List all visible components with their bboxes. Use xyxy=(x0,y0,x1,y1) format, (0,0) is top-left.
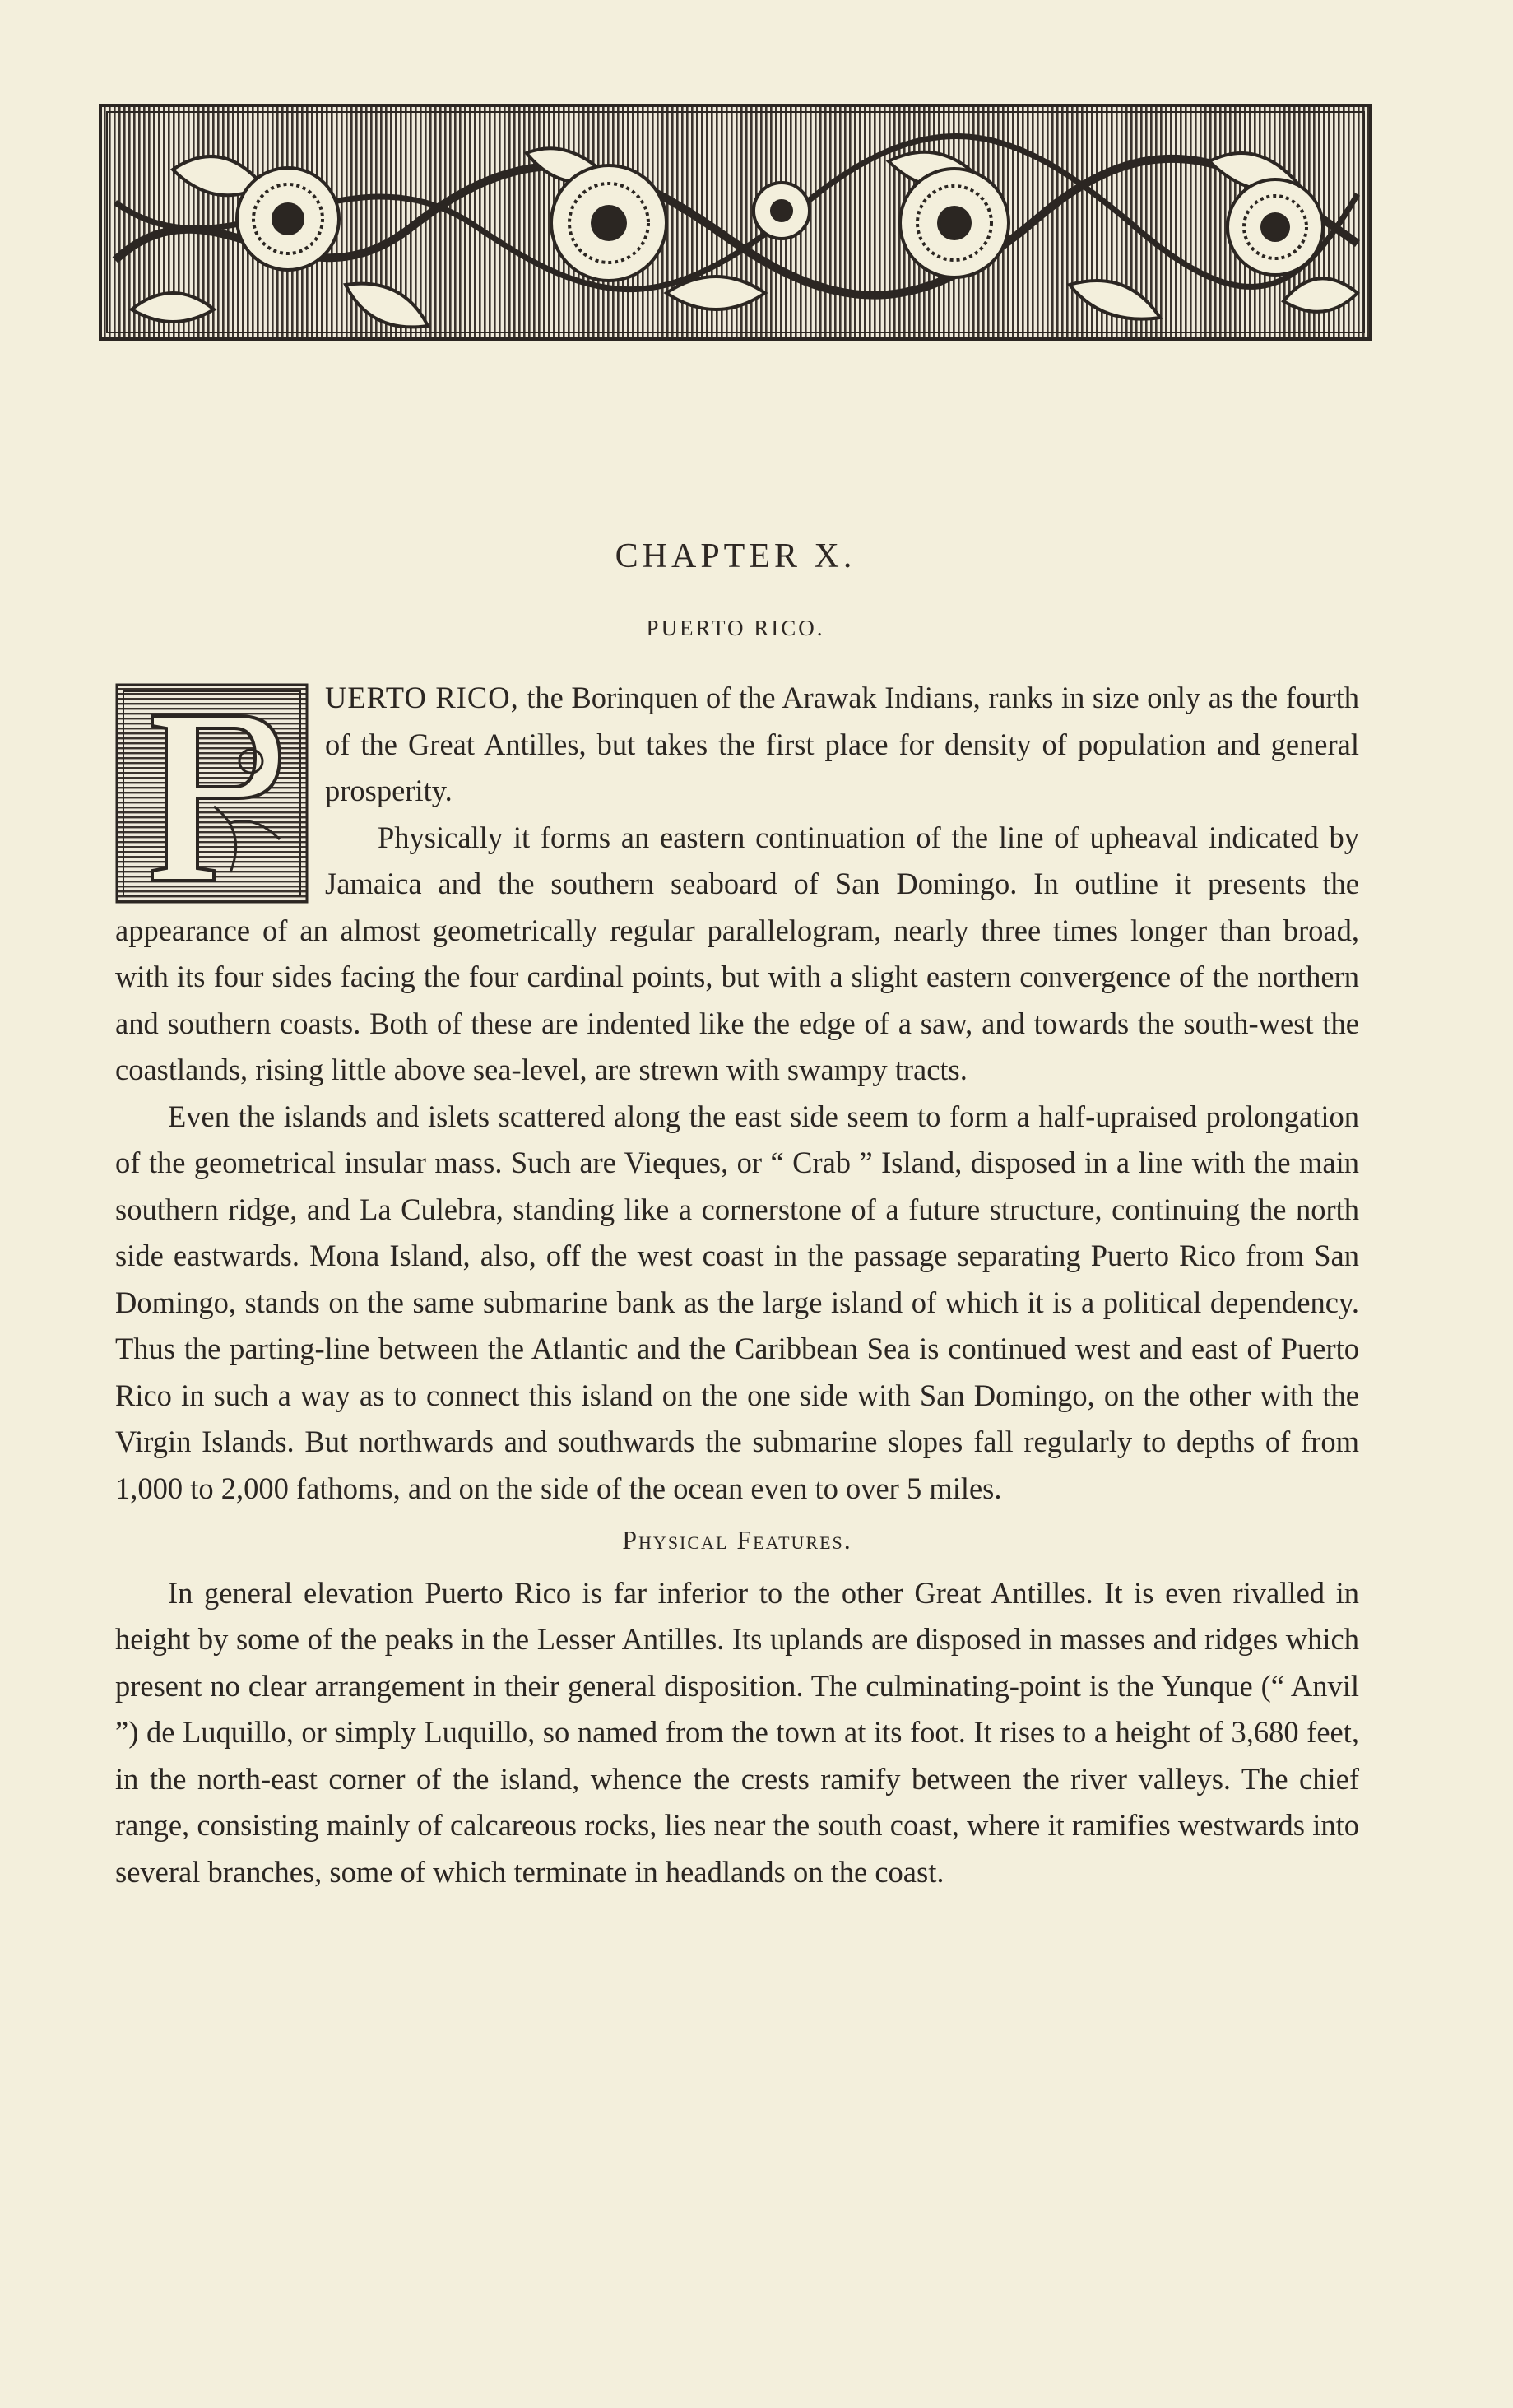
paragraph-3: Even the islands and islets scattered along the east side seem to form a half-upraised prolongation of the geometrical insular mass. Such are Vieques, or “ Crab ” Island, disposed in a line with the main southern ridge, and La Culebra, standing like a cornerstone of a future structure, continuing the north side eastwards. Mona Island, also, off the west coast in the passage separating Puerto Rico from San Domingo, stands on the same submarine bank as the large island of which it is a political dependency. Thus the parting-line between the Atlantic and the Caribbean Sea is continued west and east of Puerto Rico in such a way as to connect this island on the one side with San Domingo, on the other with the Virgin Islands. But northwards and southwards the submarine slopes fall regularly to depths of from 1,000 to 2,000 fathoms, and on the side of the ocean even to over 5 miles. xyxy=(115,1099,1359,1505)
paragraph-1-text: the Borinquen of the Arawak Indians, ranks in size only as the fourth of the Great Antilles, but takes the first place for density of population and general prosperity. xyxy=(325,681,1359,807)
chapter-headpiece-ornament xyxy=(99,104,1372,341)
physical-features-heading: Physical Features. xyxy=(622,1525,852,1555)
section-title: PUERTO RICO. xyxy=(646,616,825,640)
chapter-title: CHAPTER X. xyxy=(615,537,856,575)
paragraph-2: Physically it forms an eastern continuation of the line of upheaval indicated by Jamaica and the southern seaboard of San Domingo. In outline it presents the appearance of an almost geometrically regular parallelogram, nearly three times longer than broad, with its four sides facing the four cardinal points, but with a slight eastern convergence of the northern and southern coasts. Both of these are indented like the edge of a saw, and towards the south-west the coastlands, rising little above sea-level, are strewn with swampy tracts. xyxy=(115,820,1359,1086)
body-text xyxy=(115,675,1359,1895)
floral-initial-letter-icon xyxy=(115,683,309,904)
paragraph-4: In general elevation Puerto Rico is far inferior to the other Great Antilles. It is even rivalled in height by some of the peaks in the Lesser Antilles. Its uplands are disposed in masses and ridges which present no clear arrangement in their general disposition. The culminating-point is the Yunque (“ Anvil ”) de Luquillo, or simply Luquillo, so named from the town at its foot. It rises to a height of 3,680 feet, in the north-east corner of the island, whence the crests ramify between the river valleys. The chief range, consisting mainly of calcareous rocks, lies near the south coast, where it ramifies westwards into several branches, some of which terminate in headlands on the coast. xyxy=(115,1575,1359,1889)
dropcap-initial xyxy=(115,683,309,904)
floral-passionflower-headpiece-icon xyxy=(99,104,1372,341)
paragraph-1-lead: UERTO RICO, xyxy=(325,681,519,714)
